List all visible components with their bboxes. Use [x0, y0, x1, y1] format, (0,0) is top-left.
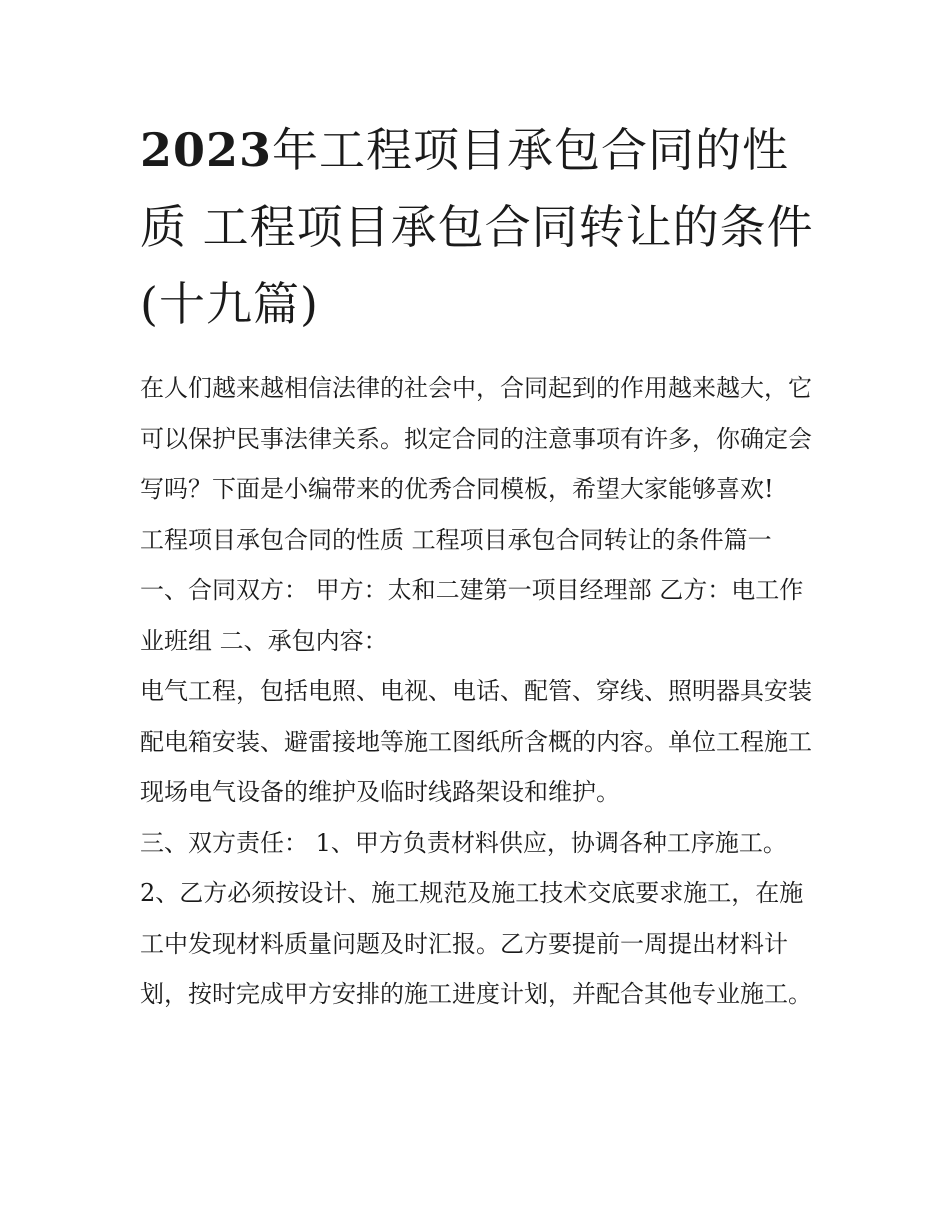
responsibility-paragraph: 三、双方责任： 1、甲方负责材料供应，协调各种工序施工。: [140, 828, 787, 857]
contract-parties-paragraph: 一、合同双方： 甲方：太和二建第一项目经理部 乙方：电工作业班组 二、承包内容：: [140, 576, 804, 655]
document-page: [140, 112, 820, 1020]
title-text: 年工程项目承包合同的性质 工程项目承包合同转让的条件(十九篇): [140, 123, 814, 331]
contract-content-paragraph: 电气工程，包括电照、电视、电话、配管、穿线、照明器具安装配电箱安装、避雷接地等施工图纸所含概的内容。单位工程施工现场电气设备的维护及临时线路架设和维护。: [140, 677, 812, 806]
document-body: [140, 363, 820, 1020]
responsibility-item-2-paragraph: 2、乙方必须按设计、施工规范及施工技术交底要求施工，在施工中发现材料质量问题及时汇报。乙方要提前一周提出材料计划，按时完成甲方安排的施工进度计划，并配合其他专业施工。: [140, 879, 812, 1008]
title-year: 2023: [140, 123, 273, 177]
document-title: [140, 112, 820, 343]
intro-paragraph: 在人们越来越相信法律的社会中，合同起到的作用越来越大，它可以保护民事法律关系。拟定合同的注意事项有许多，你确定会写吗？下面是小编带来的优秀合同模板，希望大家能够喜欢!: [140, 374, 812, 503]
section-heading: 工程项目承包合同的性质 工程项目承包合同转让的条件篇一: [140, 525, 772, 554]
